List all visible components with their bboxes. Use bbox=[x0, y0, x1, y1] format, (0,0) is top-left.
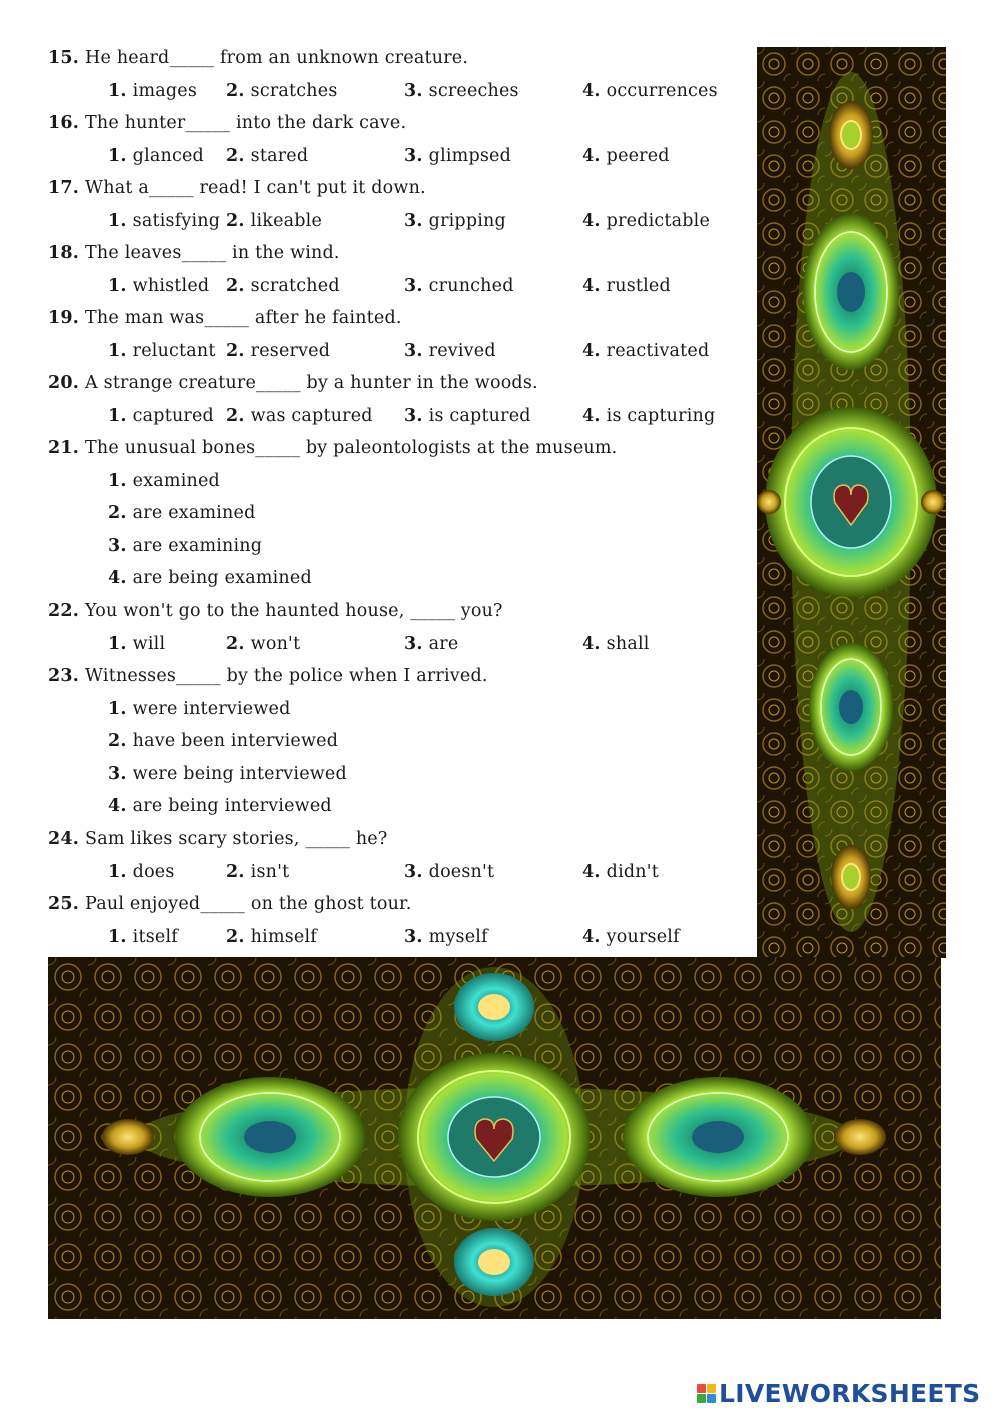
question-number: 16. bbox=[48, 113, 80, 133]
option-number: 4. bbox=[582, 926, 601, 947]
question-line bbox=[48, 242, 340, 264]
option-text: occurrences bbox=[606, 80, 718, 101]
option-text: isn't bbox=[250, 861, 290, 882]
answer-option[interactable] bbox=[108, 80, 197, 102]
option-text: captured bbox=[132, 405, 214, 426]
question-line bbox=[48, 665, 488, 687]
question-line bbox=[48, 112, 406, 134]
question-number: 24. bbox=[48, 829, 80, 849]
answer-option[interactable] bbox=[404, 861, 494, 883]
answer-option[interactable] bbox=[404, 926, 488, 948]
logo-block bbox=[707, 1394, 716, 1403]
option-text: will bbox=[132, 633, 166, 654]
liveworksheets-logo bbox=[697, 1378, 980, 1408]
answer-option[interactable] bbox=[108, 633, 165, 655]
answer-option[interactable] bbox=[108, 567, 312, 589]
option-number: 1. bbox=[108, 340, 127, 361]
answer-option[interactable] bbox=[582, 145, 670, 167]
question-text: The unusual bones_____ by paleontologists at the museum. bbox=[85, 438, 618, 458]
answer-option[interactable] bbox=[582, 275, 671, 297]
option-text: are examined bbox=[132, 503, 256, 523]
option-text: have been interviewed bbox=[132, 731, 339, 751]
answer-option[interactable] bbox=[226, 210, 322, 232]
question-number: 21. bbox=[48, 438, 80, 458]
option-text: whistled bbox=[132, 275, 210, 296]
answer-option[interactable] bbox=[582, 405, 715, 427]
option-number: 4. bbox=[108, 568, 127, 588]
option-number: 1. bbox=[108, 861, 127, 882]
answer-option[interactable] bbox=[404, 80, 519, 102]
option-number: 2. bbox=[226, 145, 245, 166]
option-text: were interviewed bbox=[132, 698, 291, 719]
option-text: screeches bbox=[428, 80, 519, 101]
question-number: 18. bbox=[48, 243, 80, 263]
option-text: peered bbox=[606, 145, 670, 166]
question-line bbox=[48, 177, 426, 199]
option-number: 1. bbox=[108, 80, 127, 101]
option-text: is captured bbox=[428, 405, 531, 426]
answer-option[interactable] bbox=[226, 405, 373, 427]
option-number: 3. bbox=[108, 535, 127, 556]
option-number: 3. bbox=[404, 210, 423, 231]
option-text: didn't bbox=[606, 861, 659, 882]
answer-option[interactable] bbox=[404, 340, 496, 362]
answer-option[interactable] bbox=[108, 763, 347, 785]
option-number: 2. bbox=[226, 926, 245, 947]
answer-option[interactable] bbox=[108, 730, 338, 752]
question-line bbox=[48, 893, 411, 915]
question-text: He heard_____ from an unknown creature. bbox=[85, 48, 469, 68]
logo-block bbox=[697, 1384, 706, 1393]
answer-option[interactable] bbox=[226, 340, 330, 362]
option-number: 2. bbox=[108, 503, 127, 523]
question-text: Paul enjoyed_____ on the ghost tour. bbox=[85, 894, 412, 914]
option-number: 3. bbox=[404, 275, 423, 296]
answer-option[interactable] bbox=[582, 633, 650, 655]
option-number: 1. bbox=[108, 470, 127, 491]
answer-option[interactable] bbox=[404, 405, 531, 427]
option-text: images bbox=[132, 80, 198, 101]
question-number: 20. bbox=[48, 373, 80, 393]
option-number: 4. bbox=[582, 633, 601, 654]
answer-option[interactable] bbox=[108, 795, 332, 817]
question-line bbox=[48, 437, 617, 459]
option-number: 4. bbox=[582, 340, 601, 361]
question-line bbox=[48, 372, 538, 394]
question-number: 22. bbox=[48, 601, 80, 621]
option-text: likeable bbox=[250, 210, 323, 231]
answer-option[interactable] bbox=[108, 470, 220, 492]
answer-option[interactable] bbox=[404, 210, 506, 232]
answer-option[interactable] bbox=[404, 633, 458, 655]
option-number: 3. bbox=[404, 145, 423, 166]
question-number: 15. bbox=[48, 48, 80, 68]
option-text: reserved bbox=[250, 340, 331, 361]
answer-option[interactable] bbox=[582, 340, 709, 362]
option-text: reactivated bbox=[606, 340, 710, 361]
answer-option[interactable] bbox=[226, 633, 300, 655]
option-text: are bbox=[428, 633, 459, 654]
option-number: 4. bbox=[582, 405, 601, 426]
option-number: 2. bbox=[226, 861, 245, 882]
option-number: 4. bbox=[108, 796, 127, 816]
question-text: The man was_____ after he fainted. bbox=[85, 308, 402, 328]
answer-option[interactable] bbox=[226, 275, 340, 297]
question-line bbox=[48, 307, 402, 329]
option-number: 2. bbox=[226, 275, 245, 296]
answer-option[interactable] bbox=[108, 145, 204, 167]
option-text: does bbox=[132, 861, 175, 882]
option-number: 4. bbox=[582, 80, 601, 101]
logo-text: LIVEWORKSHEETS bbox=[719, 1378, 981, 1408]
answer-option[interactable] bbox=[582, 926, 680, 948]
option-number: 3. bbox=[404, 405, 423, 426]
question-line bbox=[48, 47, 468, 69]
option-number: 2. bbox=[226, 405, 245, 426]
option-number: 3. bbox=[404, 926, 423, 947]
option-text: were being interviewed bbox=[132, 763, 347, 784]
option-text: scratches bbox=[250, 80, 338, 101]
option-number: 3. bbox=[404, 633, 423, 654]
option-text: yourself bbox=[606, 926, 680, 947]
option-number: 3. bbox=[108, 763, 127, 784]
option-number: 1. bbox=[108, 633, 127, 654]
option-text: predictable bbox=[606, 210, 711, 231]
option-text: are examining bbox=[132, 535, 263, 556]
option-text: are being examined bbox=[132, 568, 312, 588]
answer-option[interactable] bbox=[108, 210, 220, 232]
logo-block bbox=[707, 1384, 716, 1393]
answer-option[interactable] bbox=[108, 275, 209, 297]
option-text: crunched bbox=[428, 275, 514, 296]
option-number: 1. bbox=[108, 210, 127, 231]
option-text: examined bbox=[132, 470, 220, 491]
fractal-border-image-bottom bbox=[48, 957, 941, 1319]
logo-block bbox=[697, 1394, 706, 1403]
option-number: 1. bbox=[108, 275, 127, 296]
answer-option[interactable] bbox=[582, 80, 718, 102]
question-number: 17. bbox=[48, 178, 80, 198]
option-text: rustled bbox=[606, 275, 671, 296]
option-text: won't bbox=[250, 633, 301, 654]
option-text: scratched bbox=[250, 275, 340, 296]
option-number: 4. bbox=[582, 145, 601, 166]
option-number: 4. bbox=[582, 275, 601, 296]
answer-option[interactable] bbox=[404, 275, 514, 297]
option-number: 4. bbox=[582, 210, 601, 231]
question-text: Sam likes scary stories, _____ he? bbox=[85, 829, 388, 849]
answer-option[interactable] bbox=[108, 861, 175, 883]
option-number: 3. bbox=[404, 340, 423, 361]
answer-option[interactable] bbox=[404, 145, 511, 167]
question-text: The hunter_____ into the dark cave. bbox=[85, 113, 407, 133]
answer-option[interactable] bbox=[108, 698, 291, 720]
question-text: The leaves_____ in the wind. bbox=[85, 243, 340, 263]
option-text: himself bbox=[250, 926, 317, 947]
option-number: 1. bbox=[108, 698, 127, 719]
option-text: satisfying bbox=[132, 210, 221, 231]
option-text: glimpsed bbox=[428, 145, 512, 166]
question-text: A strange creature_____ by a hunter in the woods. bbox=[85, 373, 538, 393]
answer-option[interactable] bbox=[226, 926, 317, 948]
option-number: 2. bbox=[226, 80, 245, 101]
answer-option[interactable] bbox=[108, 502, 255, 524]
option-text: stared bbox=[250, 145, 309, 166]
question-text: Witnesses_____ by the police when I arrived. bbox=[85, 666, 488, 686]
option-text: itself bbox=[132, 926, 178, 947]
option-number: 2. bbox=[108, 731, 127, 751]
option-text: revived bbox=[428, 340, 496, 361]
question-line bbox=[48, 828, 387, 850]
answer-option[interactable] bbox=[108, 926, 178, 948]
question-number: 23. bbox=[48, 666, 80, 686]
option-number: 2. bbox=[226, 633, 245, 654]
question-text: What a_____ read! I can't put it down. bbox=[85, 178, 426, 198]
answer-option[interactable] bbox=[226, 80, 338, 102]
option-number: 3. bbox=[404, 861, 423, 882]
option-number: 3. bbox=[404, 80, 423, 101]
option-text: myself bbox=[428, 926, 488, 947]
option-text: doesn't bbox=[428, 861, 495, 882]
question-number: 25. bbox=[48, 894, 80, 914]
option-number: 1. bbox=[108, 926, 127, 947]
option-number: 1. bbox=[108, 145, 127, 166]
option-number: 1. bbox=[108, 405, 127, 426]
answer-option[interactable] bbox=[108, 405, 214, 427]
option-text: gripping bbox=[428, 210, 506, 231]
logo-blocks-icon bbox=[697, 1384, 716, 1403]
answer-option[interactable] bbox=[226, 861, 289, 883]
answer-option[interactable] bbox=[108, 340, 216, 362]
question-text: You won't go to the haunted house, _____ you? bbox=[85, 601, 503, 621]
option-number: 2. bbox=[226, 340, 245, 361]
question-number: 19. bbox=[48, 308, 80, 328]
option-number: 2. bbox=[226, 210, 245, 231]
option-text: are being interviewed bbox=[132, 796, 332, 816]
option-number: 4. bbox=[582, 861, 601, 882]
answer-option[interactable] bbox=[582, 861, 659, 883]
option-text: shall bbox=[606, 633, 650, 654]
answer-option[interactable] bbox=[582, 210, 710, 232]
answer-option[interactable] bbox=[108, 535, 262, 557]
question-line bbox=[48, 600, 503, 622]
option-text: reluctant bbox=[132, 340, 216, 361]
option-text: was captured bbox=[250, 405, 373, 426]
option-text: is capturing bbox=[606, 405, 716, 426]
answer-option[interactable] bbox=[226, 145, 308, 167]
option-text: glanced bbox=[132, 145, 204, 166]
fractal-border-image-right bbox=[757, 47, 946, 958]
